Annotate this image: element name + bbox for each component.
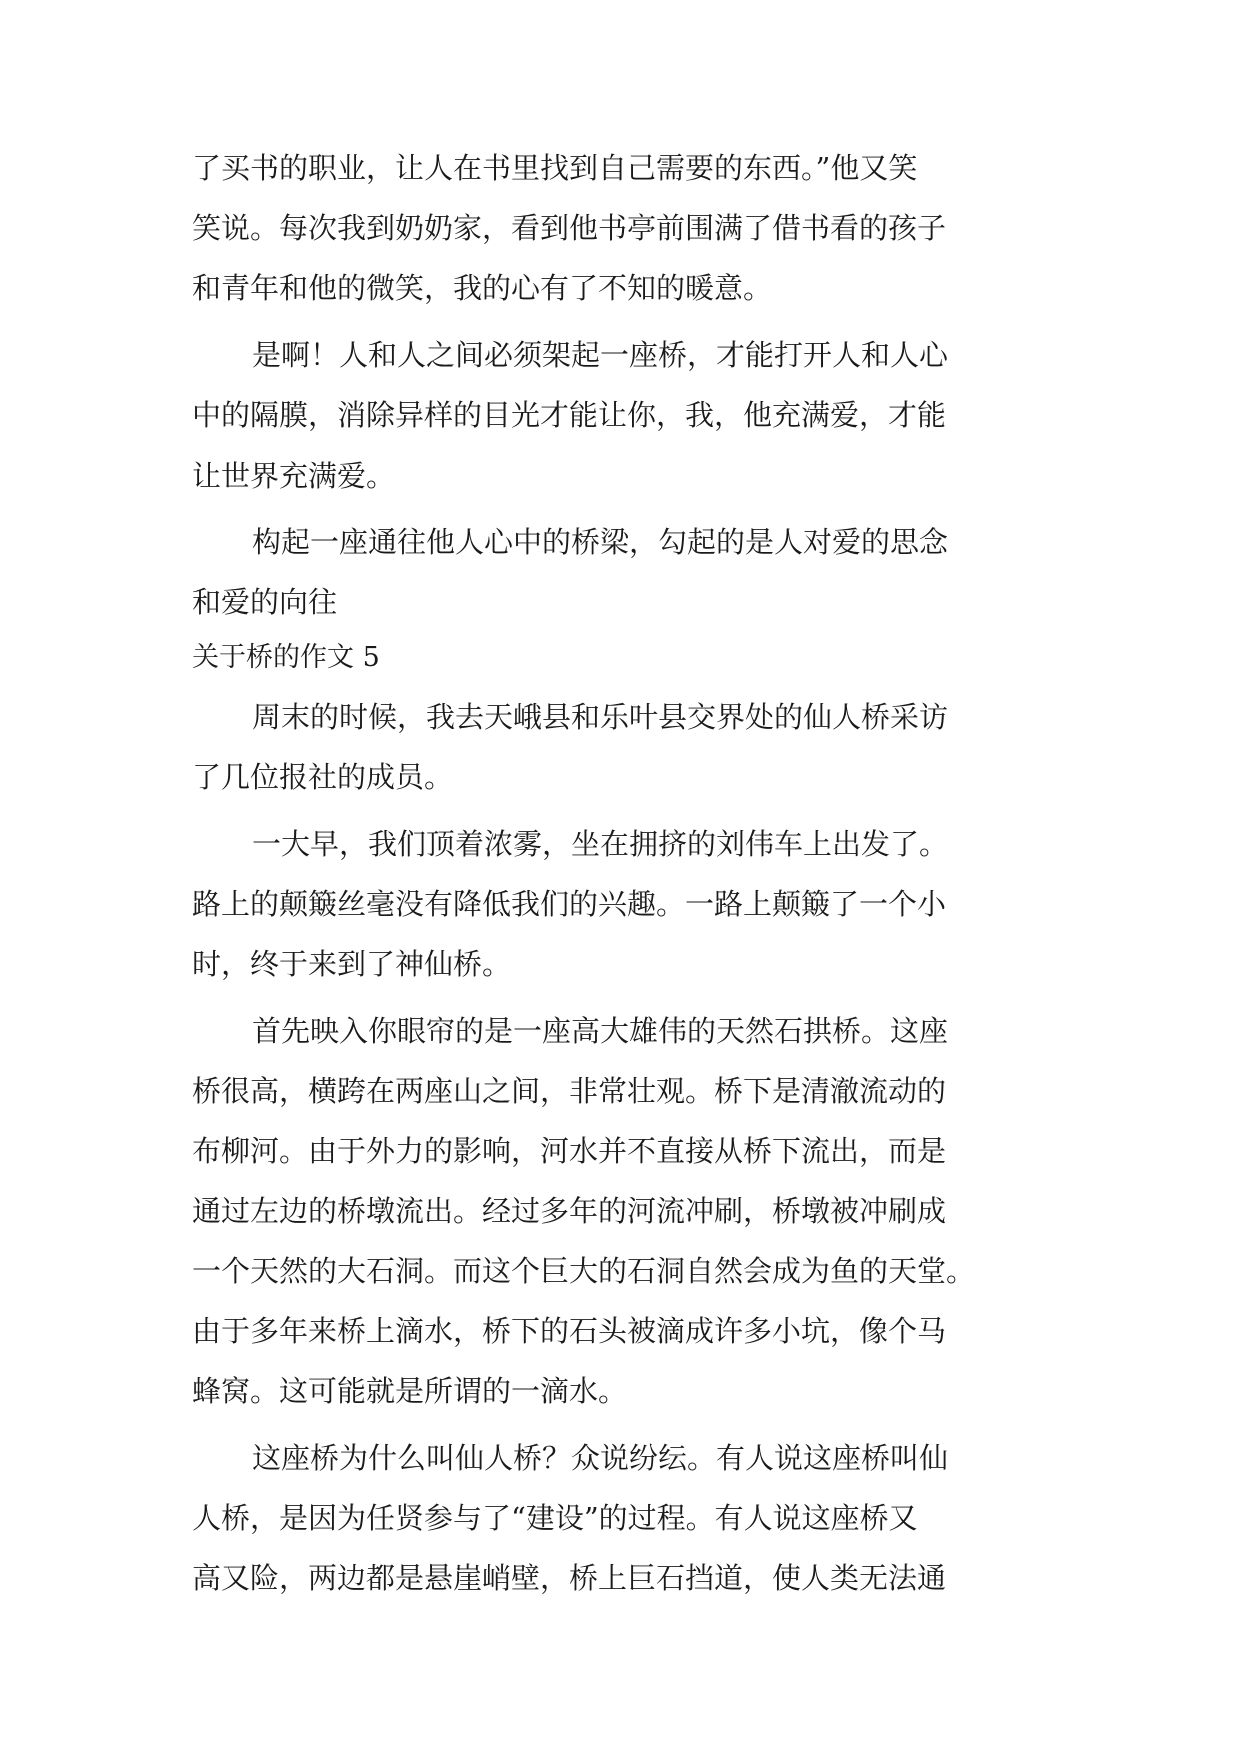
- text-line: 蜂窝。这可能就是所谓的一滴水。: [192, 1374, 628, 1408]
- text-line: 和青年和他的微笑，我的心有了不知的暖意。: [192, 271, 773, 305]
- text-line: 中的隔膜，消除异样的目光才能让你，我，他充满爱，才能: [192, 398, 947, 432]
- text-line: 桥很高，横跨在两座山之间，非常壮观。桥下是清澈流动的: [192, 1074, 947, 1108]
- text-line: 由于多年来桥上滴水，桥下的石头被滴成许多小坑，像个马: [192, 1314, 947, 1348]
- paragraph-first-line: 周末的时候，我去天峨县和乐叶县交界处的仙人桥采访: [252, 700, 949, 734]
- text-line: 布柳河。由于外力的影响，河水并不直接从桥下流出，而是: [192, 1134, 947, 1168]
- text-line: 高又险，两边都是悬崖峭壁，桥上巨石挡道，使人类无法通: [192, 1561, 947, 1595]
- paragraph-first-line: 是啊！人和人之间必须架起一座桥，才能打开人和人心: [252, 338, 949, 372]
- paragraph-first-line: 这座桥为什么叫仙人桥？众说纷纭。有人说这座桥叫仙: [252, 1441, 949, 1475]
- text-line: 一个天然的大石洞。而这个巨大的石洞自然会成为鱼的天堂。: [192, 1254, 976, 1288]
- text-line: 路上的颠簸丝毫没有降低我们的兴趣。一路上颠簸了一个小: [192, 887, 947, 921]
- text-line: 了几位报社的成员。: [192, 760, 454, 794]
- text-line: 让世界充满爱。: [192, 459, 396, 493]
- text-line: 通过左边的桥墩流出。经过多年的河流冲刷，桥墩被冲刷成: [192, 1194, 947, 1228]
- text-line: 了买书的职业，让人在书里找到自己需要的东西。”他又笑: [192, 151, 918, 185]
- text-line: 和爱的向往: [192, 585, 338, 619]
- paragraph-first-line: 首先映入你眼帘的是一座高大雄伟的天然石拱桥。这座: [252, 1014, 949, 1048]
- section-heading: 关于桥的作文 5: [192, 642, 380, 673]
- text-line: 人桥，是因为任贤参与了“建设”的过程。有人说这座桥又: [192, 1501, 918, 1535]
- paragraph-first-line: 构起一座通往他人心中的桥梁，勾起的是人对爱的思念: [252, 525, 949, 559]
- text-line: 笑说。每次我到奶奶家，看到他书亭前围满了借书看的孩子: [192, 211, 947, 245]
- paragraph-first-line: 一大早，我们顶着浓雾，坐在拥挤的刘伟车上出发了。: [252, 827, 949, 861]
- text-line: 时，终于来到了神仙桥。: [192, 947, 512, 981]
